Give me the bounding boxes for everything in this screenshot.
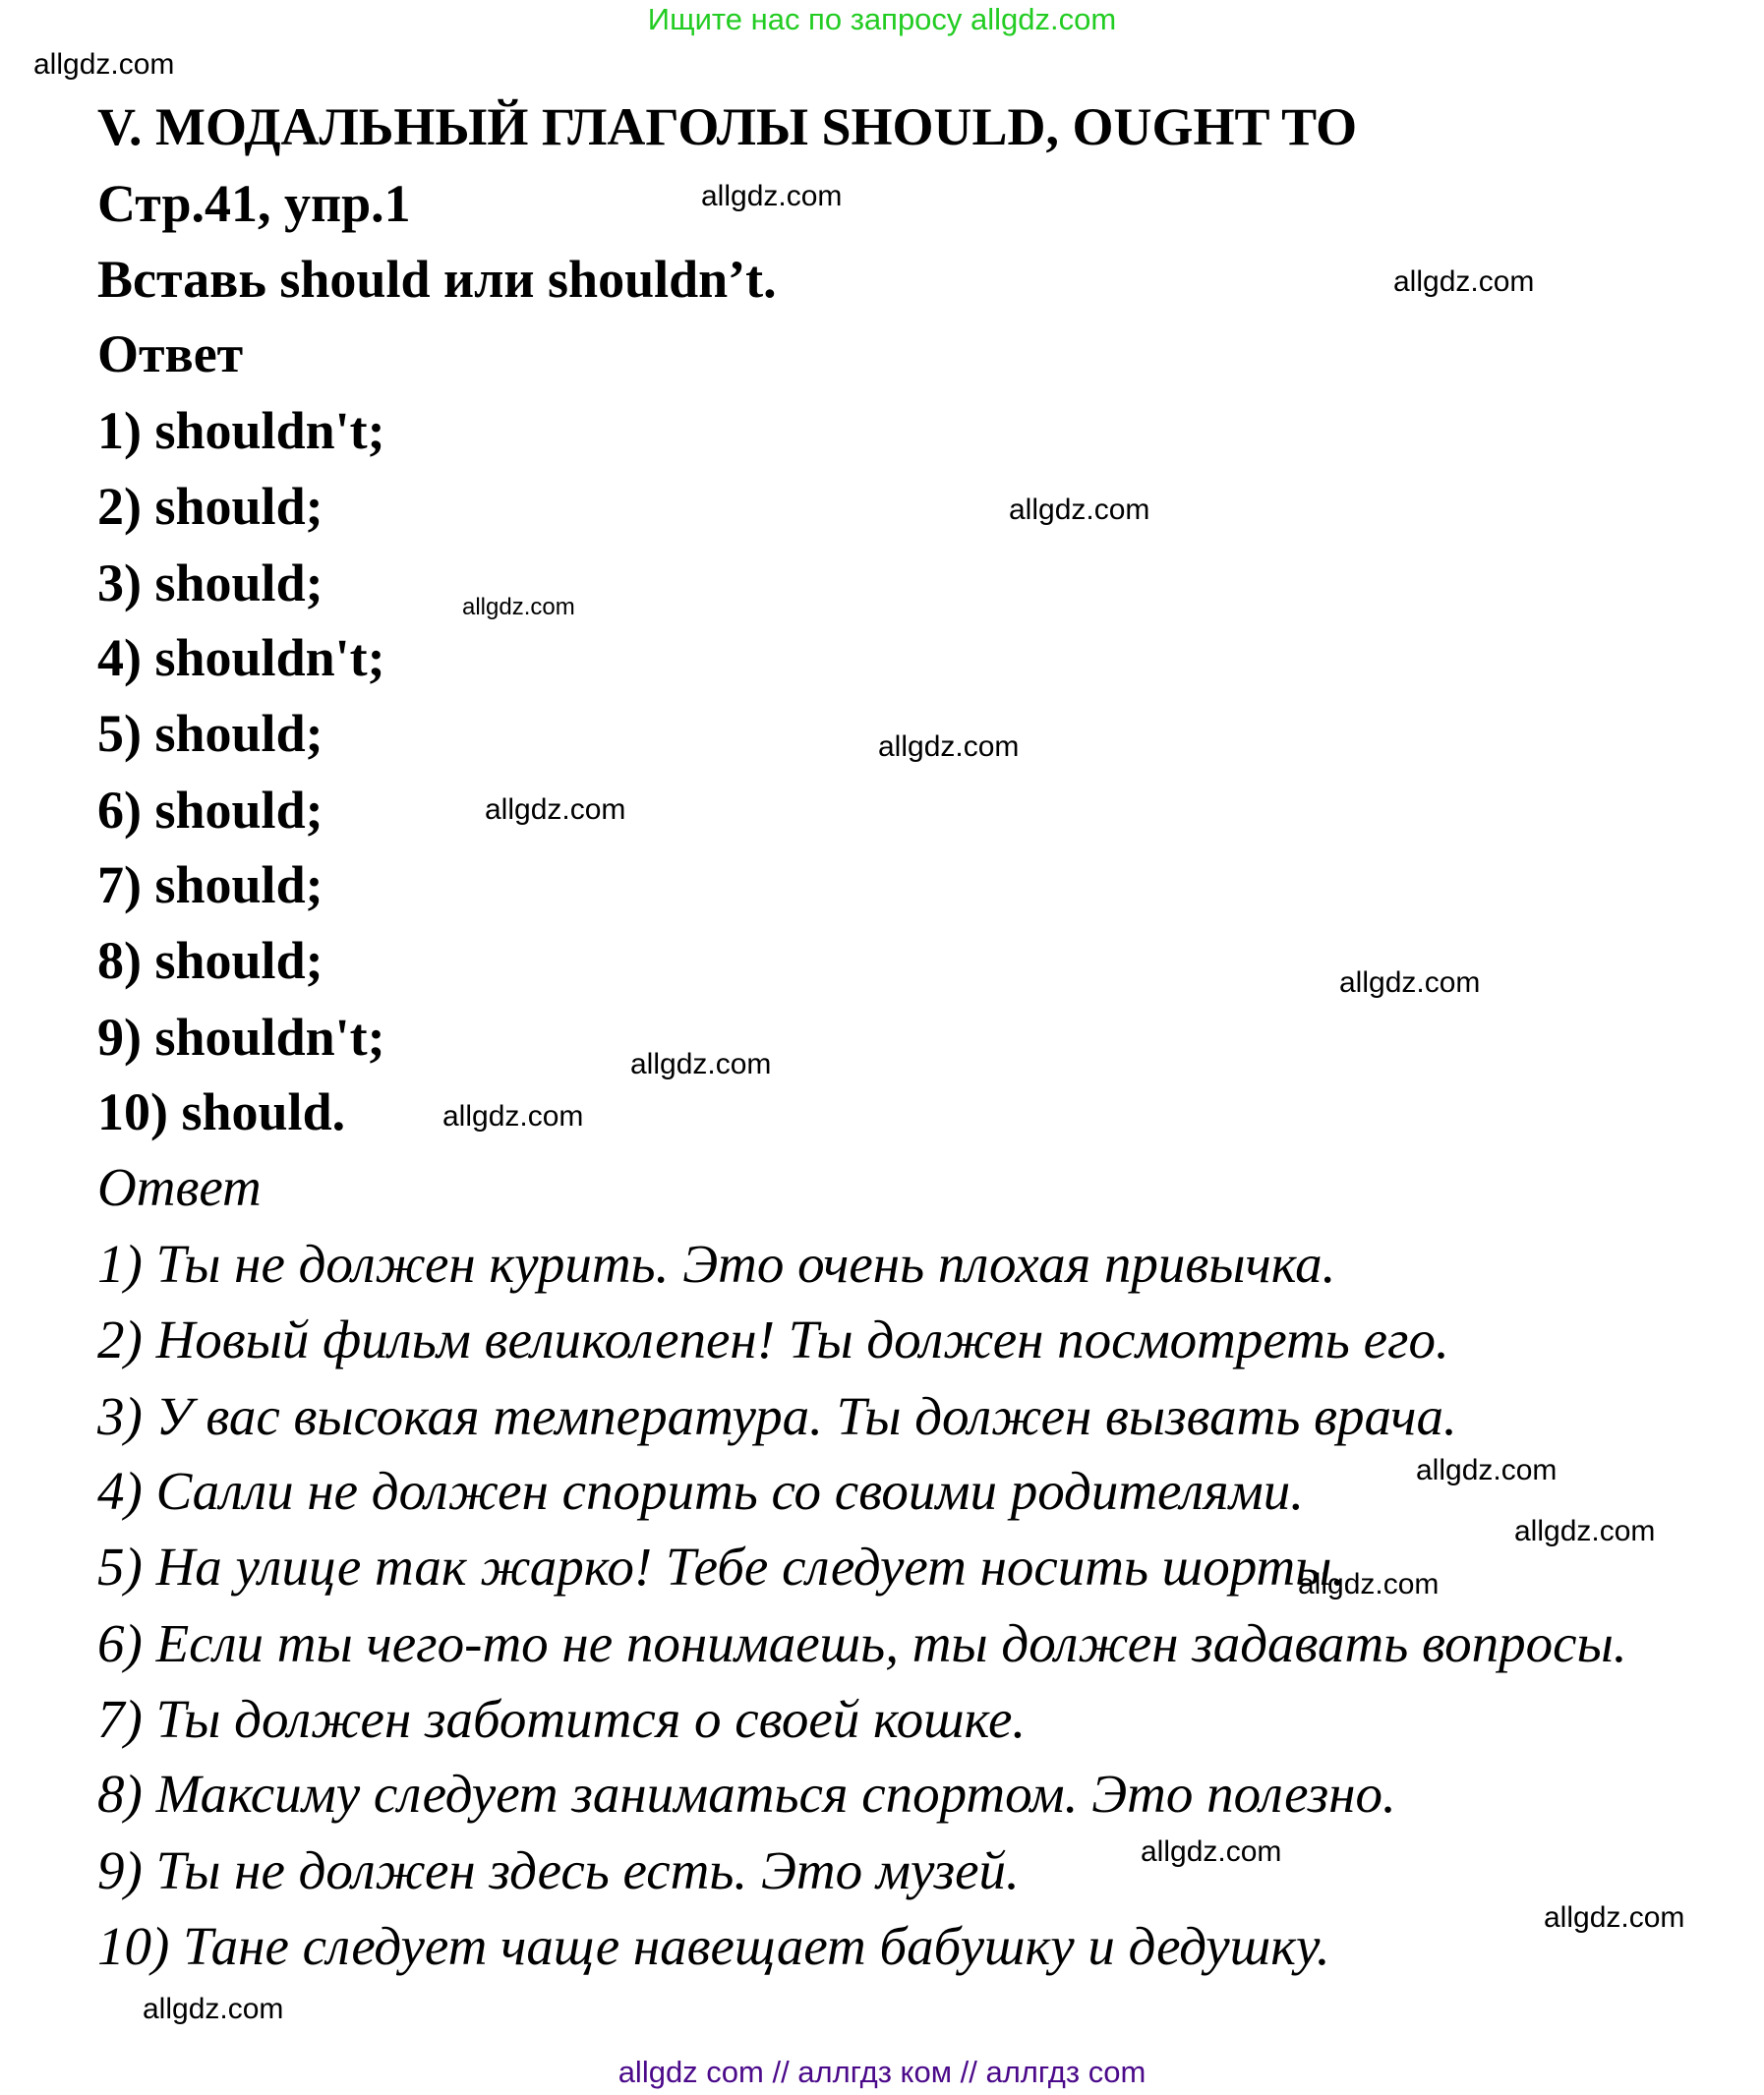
answer-item: 10) should.	[97, 1082, 346, 1141]
watermark: allgdz.com	[1298, 1568, 1440, 1600]
answer-item: 6) should;	[97, 781, 323, 840]
watermark: allgdz.com	[143, 1993, 284, 2025]
translation-item: 2) Новый фильм великолепен! Ты должен посмотреть его.	[97, 1309, 1449, 1369]
translation-item: 7) Ты должен заботится о своей кошке.	[97, 1689, 1027, 1749]
top-banner[interactable]: Ищите нас по запросу allgdz.com	[647, 2, 1117, 36]
watermark: allgdz.com	[485, 793, 626, 826]
translation-item: 5) На улице так жарко! Тебе следует носить шорты.	[97, 1537, 1346, 1597]
translation-item: 10) Тане следует чаще навещает бабушку и дедушку.	[97, 1916, 1330, 1976]
answer-item: 1) shouldn't;	[97, 401, 385, 460]
answer-item: 4) shouldn't;	[97, 628, 385, 687]
translation-heading: Ответ	[97, 1157, 262, 1217]
answer-item: 3) should;	[97, 553, 323, 612]
translation-item: 6) Если ты чего-то не понимаешь, ты должен задавать вопросы.	[97, 1613, 1627, 1673]
watermark: allgdz.com	[33, 48, 175, 81]
watermark: allgdz.com	[1416, 1454, 1558, 1486]
watermark: allgdz.com	[1141, 1835, 1282, 1868]
answer-item: 9) shouldn't;	[97, 1008, 385, 1067]
watermark: allgdz.com	[878, 730, 1020, 763]
translation-item: 4) Салли не должен спорить со своими родителями.	[97, 1461, 1304, 1521]
page-reference: Стр.41, упр.1	[97, 174, 411, 233]
watermark: allgdz.com	[701, 180, 843, 212]
watermark: allgdz.com	[1393, 265, 1535, 298]
answer-item: 2) should;	[97, 477, 323, 536]
answer-item: 5) should;	[97, 704, 323, 763]
watermark: allgdz.com	[1544, 1901, 1685, 1934]
translation-item: 1) Ты не должен курить. Это очень плохая привычка.	[97, 1234, 1336, 1294]
watermark: allgdz.com	[1009, 494, 1150, 526]
section-title: V. МОДАЛЬНЫЙ ГЛАГОЛЫ SHOULD, OUGHT TO	[97, 97, 1358, 156]
translation-item: 8) Максиму следует заниматься спортом. Это полезно.	[97, 1764, 1396, 1824]
answer-heading: Ответ	[97, 324, 244, 383]
watermark: allgdz.com	[442, 1100, 584, 1133]
task-text: Вставь should или shouldn’t.	[97, 250, 777, 309]
watermark: allgdz.com	[1339, 966, 1481, 999]
answer-item: 8) should;	[97, 931, 323, 990]
translation-item: 3) У вас высокая температура. Ты должен вызвать врача.	[97, 1386, 1457, 1446]
watermark: allgdz.com	[462, 594, 575, 620]
answer-item: 7) should;	[97, 855, 323, 914]
translation-item: 9) Ты не должен здесь есть. Это музей.	[97, 1840, 1020, 1900]
watermark: allgdz.com	[630, 1048, 772, 1080]
footer-links[interactable]: allgdz com // аллгдз ком // аллгдз com	[617, 2055, 1147, 2089]
watermark: allgdz.com	[1514, 1515, 1656, 1547]
